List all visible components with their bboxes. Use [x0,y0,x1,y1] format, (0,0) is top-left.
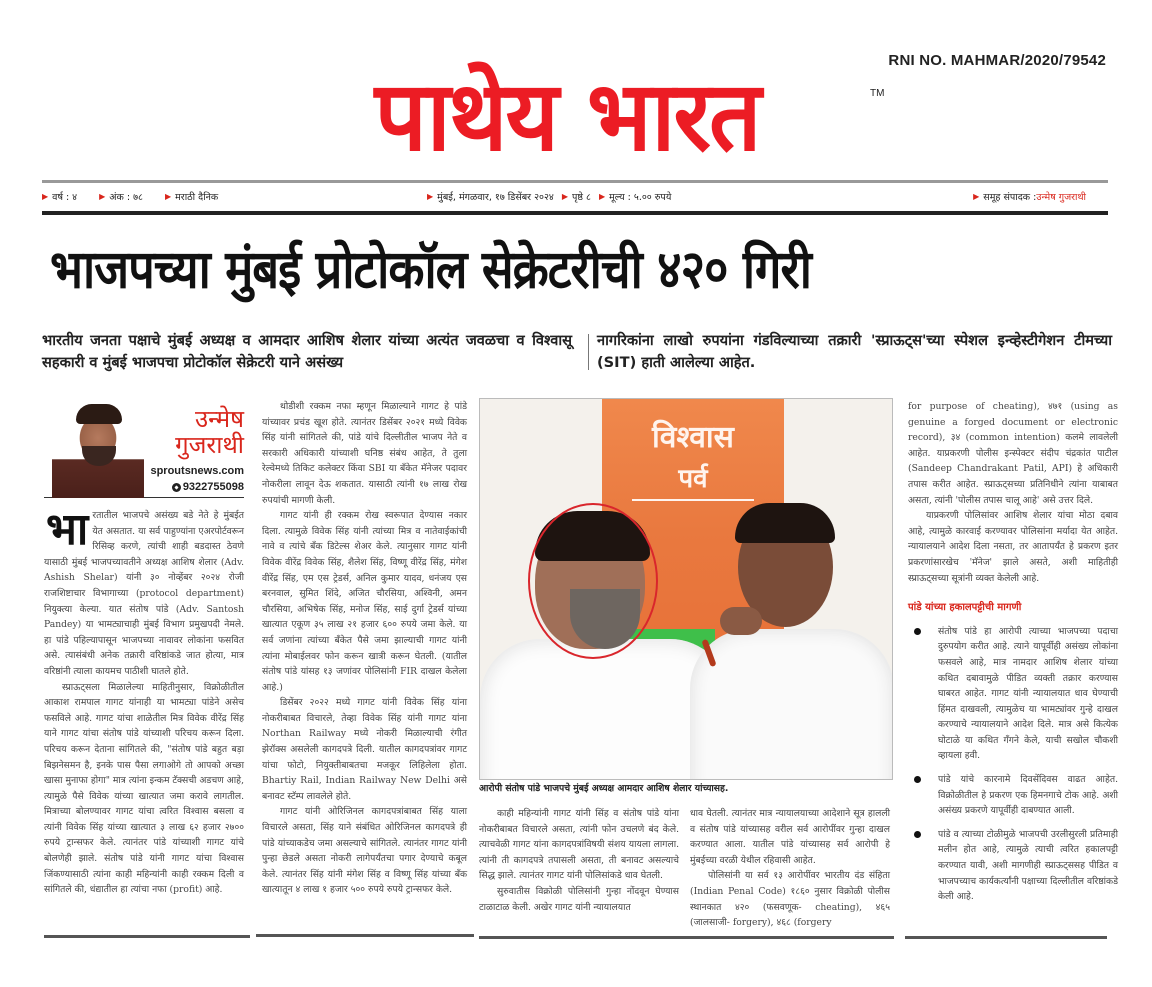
author-box [44,398,244,498]
info-center [427,190,679,203]
rni-number: RNI NO. MAHMAR/2020/79542 [888,52,1106,69]
arrow-icon: ▶ [973,191,980,201]
column-rule [256,934,474,937]
photo-caption: आरोपी संतोष पांडे भाजपचे मुंबई अध्यक्ष आमदार आशिष शेलार यांच्यासह. [479,783,729,794]
arrow-icon: ▶ [42,191,49,201]
trademark-mark: TM [870,88,885,99]
info-date: ▶ मुंबई, मंगळवार, १७ डिसेंबर २०२४ [427,191,554,203]
column-4 [908,399,1118,913]
subhead-demand: पांडे यांच्या हकालपट्टीची मागणी [908,602,1022,614]
author-photo [52,400,144,498]
masthead-rule-top [42,180,1108,183]
paragraph: भारतातील भाजपचे असंख्य बडे नेते हे मुंबईत येत असतात. या सर्व पाहुण्यांना एअरपोर्टवरून रिसिव्ह करणे, त्यांची शाही बडदास्त ठेवणे यासाठी मुंबई भाजपच्यावतीने अध्यक्ष आशिष शेलार (Adv. Ashish Shelar) यांनी ३० नोव्हेंबर २०२४ रोजी राजशिष्टाचार विभागाच्या (protocol department) नियुक्त्या केल्या. यात संतोष पांडे (Adv. Santosh Pandey) या भामट्याचाही मुंबई विभाग प्रमुखपदी नेमले. हा पांडे पहिल्यापासून भाजपच्या नावावर लोकांना फसवित असे. त्यासंबंधी अनेक तक्रारी वरिष्ठांकडे जात होत्या, मात्र वरिष्ठांनी त्याला कायमच पाठीशी घातले होते. [44,504,244,677]
paragraph: डिसेंबर २०२२ मध्ये गागट यांनी विवेक सिंह यांना नोकरीबाबत विचारले, तेव्हा विवेक सिंह यांनी गागट यांना Northan Railway मध्ये नोकरी मिळाल्याची रंगीत झेरॉक्स असलेली कागदपत्रे दिली. यातील कागदपत्रांवर गागट यांचा फोटो, नियुक्तीबाबतचा मजकूर लिहिलेला होता. Bhartiy Rail, Indian Railway New Delhi असे बनावट स्टॅम्प लावलेले होते. [262,697,467,802]
highlight-circle [528,503,658,659]
bullet-item: संतोष पांडे हा आरोपी त्याच्या भाजपच्या पदाचा दुरुपयोग करीत आहे. त्याने यापूर्वीही असंख्य लोकांना फसवले आहे, मात्र नामदार आशिष शेलार यांच्या कथित दबावामुळे पीडित व्यक्ती तक्रार करण्यास घाबरत आहेत. गागट यांनी न्यायालयात धाव घेण्याची हिंमत दाखवली, त्यामुळेच या भामट्यांवर गुन्हे दाखल करण्याचे न्यायालयाने आदेश दिले. मात्र असे कित्येक घोटाळे या कथित गँगने केले, याची सखोल चौकशी व्हायला हवी. [908,624,1118,764]
info-price: ▶ मूल्य : ५.०० रुपये [598,191,672,203]
author-phone: 9322755098 [172,480,244,496]
deck-right: नागरिकांना लाखो रुपयांना गंडविल्याच्या तक्रारी 'स्प्राऊट्स'च्या स्पेशल इन्व्हेस्टीगेशन टीमच्या (SIT) हाती आलेल्या आहेत. [597,332,1112,371]
column-3b [690,806,890,931]
paragraph: गागट यांनी ही रक्कम रोख स्वरूपात देण्यास नकार दिला. त्यामुळे विवेक सिंह यांनी त्यांच्या मित्र व नातेवाईकांची नावे व त्यांचे बँक डिटेल्स शेअर केले. त्यानुसार गागट यांनी विवेक वीरेंद्र विवेक सिंह, शैलेश सिंह, विष्णू वीरेंद्र सिंह, मंगेश वीरेंद्र सिंह, एम एस ट्रेडर्स, अनिल कुमार यादव, धनंजय एस बरनवाल, सुमित शिंदे, अजित चौरसिया, अश्विनी, अमन चौरसिया, अभिषेक सिंह, मनोज सिंह, साई दुर्गा ट्रेडर्स यांच्या खात्यात एकूण ३५ लाख २१ हजार ६०० रुपये जमा केले. या सर्व जणांना त्यांच्या बँकेत पैसे जमा झाल्याची गागट यांनी त्यांना मोबाईलवर फोन करून खात्री करून घेतली. (यातील संतोष पांडे यांसह १३ जणांवर पोलिसांनी FIR दाखल केलेला आहे.) [262,510,467,693]
paragraph: स्प्राऊट्सला मिळालेल्या माहितीनुसार, विक्रोळीतील आकाश रामपाल गागट यांनाही या भामट्या पांडेने असेच फसविले आहे. गागट यांचा शाळेतील मित्र विवेक वीरेंद्र सिंह याने गागट यांचा संतोष पांडे यांच्याशी परिचय करून दिला. परिचय करून देताना सांगितले की, "संतोष पांडे बहुत बड़ा बिझनेसमन है, इनके पास पैसा लगाओगे तो आपको अच्छा खासा मुनाफा होगा" मात्र त्यांना इन्कम टॅक्सची अडचण आहे, त्यामुळे पैसे विवेक यांच्या खात्यात जमा करावे लागतील. मित्राच्या बोलण्यावर गागट यांचा त्वरित विश्वास बसला व त्यांनी विवेक सिंह यांच्या खात्यात ३ लाख ६२ हजार २७०० रुपये ट्रान्सफर केले. त्यानंतर पांडे यांच्याशी गागट यांचे बोलणेही झाले. संतोष पांडे यांनी गागट यांचा विश्वास जिंकण्यासाठी त्यांना काही महिन्यांनी काही रक्कम दिली व सांगितले की, धंद्यातील हा त्यांचा नफा (profit) आहे. [44,681,244,896]
column-1 [44,398,244,898]
arrow-icon: ▶ [99,191,106,201]
vishwas-parva-banner: विश्वास पर्व [602,399,784,729]
info-issue: ▶ अंक : ७८ [99,191,143,203]
arrow-icon: ▶ [164,191,172,201]
bullet-icon [914,628,921,635]
bullet-icon [914,776,921,783]
column-3a [479,806,679,915]
paragraph: धाव घेतली. त्यानंतर मात्र न्यायालयाच्या आदेशाने सूत्र हालली व संतोष पांडे यांच्यासह वरील सर्व आरोपींवर गुन्हा दाखल करण्यात आला. यातील पांडे यांच्यासह सर्व आरोपी हे मुंबईच्या वरळी येथील रहिवासी आहेत. [690,808,890,866]
newspaper-title: पाथेय भारत [374,60,760,173]
arrow-icon: ▶ [427,191,434,201]
info-year: ▶ वर्ष : ४ [42,191,78,203]
paragraph: गागट यांनी ओरिजिनल कागदपत्रांबाबत सिंह याला विचारले असता, सिंह याने संबंधित ओरिजिनल कागदपत्रे ही पांडे यांच्याकडेच जमा असल्याचे सांगितले. त्यानंतर गागट यांनी पुन्हा छेडले असता नोकरी लागेपर्यंतचा पगार देण्याचे कबूल केले. त्यानंतर सिंह यांनी मंगेश सिंह व विष्णू सिंह यांच्या बँक खात्यातून ४ लाख १ हजार ५०० रुपये रुपये ट्रान्सफर केले. [262,806,467,896]
info-editor: ▶ समूह संपादक : उन्मेष गुजराथी [973,191,1086,203]
news-photo [479,398,893,780]
info-bar [42,187,1108,205]
info-language: ▶ मराठी दैनिक [164,191,219,203]
headline: भाजपच्या मुंबई प्रोटोकॉल सेक्रेटरीची ४२० गिरी [50,239,811,301]
paragraph: for purpose of cheating), ४७१ (using as genuine a forged document or electronic record), ३४ (common intention) कलमे लावलेली आहेत. याप्रकरणी पोलीस इन्स्पेक्टर संदीप चंद्रकांत पाटील (Sandeep Chandrakant Patil, API) हे अधिकारी तपास करीत आहेत. स्प्राऊट्सच्या प्रतिनिधीने त्यांना याबाबत असता, त्यांनी 'पोलीस तपास चालू आहे' असे उत्तर दिले. [908,401,1118,506]
column-2 [262,399,467,898]
person-right [690,629,893,780]
bullet-list [908,624,1118,905]
masthead-rule-bottom [42,211,1108,215]
column-rule [44,935,250,938]
phone-icon [172,483,181,492]
info-pages: ▶ पृष्ठे ८ [561,191,591,203]
bullet-icon [914,831,921,838]
arrow-icon: ▶ [598,191,606,201]
paragraph: याप्रकरणी पोलिसांवर आशिष शेलार यांचा मोठा दबाव आहे, त्यामुळे कारवाई करण्यावर पोलिसांना मर्यादा येत आहेत. न्यायालयाने आदेश दिला नसता, तर आतापर्यंत हे प्रकरण इतर प्रकरणांसारखेच 'मॅनेज' झाले असते, अशी माहितीही स्प्राऊट्सच्या सूत्रांनी व्यक्त केलेली आहे. [908,510,1118,584]
bullet-item: पांडे यांचे कारनामे दिवसेंदिवस वाढत आहेत. विक्रोळीतील हे प्रकरण एक हिमनगाचे टोक आहे. अशी असंख्य प्रकरणे यापूर्वीही दाबण्यात आली. [908,772,1118,819]
arrow-icon: ▶ [561,191,568,201]
author-website: sproutsnews.com [150,465,244,477]
deck-divider [588,334,589,370]
dropcap: भा [46,504,89,555]
paragraph: पोलिसांनी या सर्व १३ आरोपींवर भारतीय दंड संहिता (Indian Penal Code) १८६० नुसार विक्रोळी पोलीस स्थानकात ४२० (फसवणूक- cheating), ४६५ (जालसाजी- forgery), ४६८ (forgery [690,870,890,929]
paragraph: काही महिन्यांनी गागट यांनी सिंह व संतोष पांडे यांना नोकरीबाबत विचारले असता, त्यांनी फोन उचलणे बंद केले. त्याचवेळी गागट यांना कागदपत्रांविषयी संशय यायला लागला. त्यांनी ती कागदपत्रे तपासली असता, ती बनावट असल्याचे सिद्ध झाले. त्यानंतर गागट यांनी पोलिसांकडे धाव घेतली. [479,808,679,882]
deck [42,330,1112,374]
column-rule [905,936,1107,939]
masthead [262,62,872,172]
author-name: उन्मेष गुजराथी [175,405,244,459]
column-rule [479,936,894,939]
deck-left: भारतीय जनता पक्षाचे मुंबई अध्यक्ष व आमदार आशिष शेलार यांच्या अत्यंत जवळचा व विश्वासू सहकारी व मुंबई भाजपचा प्रोटोकॉल सेक्रेटरी याने असंख्य [42,332,572,371]
editor-name: उन्मेष गुजराथी [1036,191,1086,203]
bullet-item: पांडे व त्याच्या टोळीमुळे भाजपची उरलीसुरली प्रतिमाही मलीन होत आहे, त्यामुळे त्याची त्वरित हकालपट्टी करण्यात यावी, अशी मागणीही स्प्राऊट्ससह पीडित व भाजपच्याच कार्यकर्त्यांनी पक्षाच्या दिल्लीतील वरिष्ठांकडे केली आहे. [908,827,1118,905]
paragraph: सुरुवातीस विक्रोळी पोलिसांनी गुन्हा नोंदवून घेण्यास टाळाटाळ केली. अखेर गागट यांनी न्यायालयात [479,885,679,913]
paragraph: थोडीशी रक्कम नफा म्हणून मिळाल्याने गागट हे पांडे यांच्यावर प्रचंड खूश होते. त्यानंतर डिसेंबर २०२१ मध्ये विवेक सिंह यांनी सांगितले की, पांडे यांचे दिल्लीतील भाजप नेते व सरकारी अधिकारी यांच्याशी घनिष्ठ संबंध आहेत, ते तुला रेल्वेमध्ये तिकिट कलेक्टर किंवा SBI या बँकेत मॅनेजर पदावर नोकरीला लावून देऊ शकतात. यासाठी त्यांनी १७ लाख रोख रुपयांची मागणी केली. [262,401,467,506]
